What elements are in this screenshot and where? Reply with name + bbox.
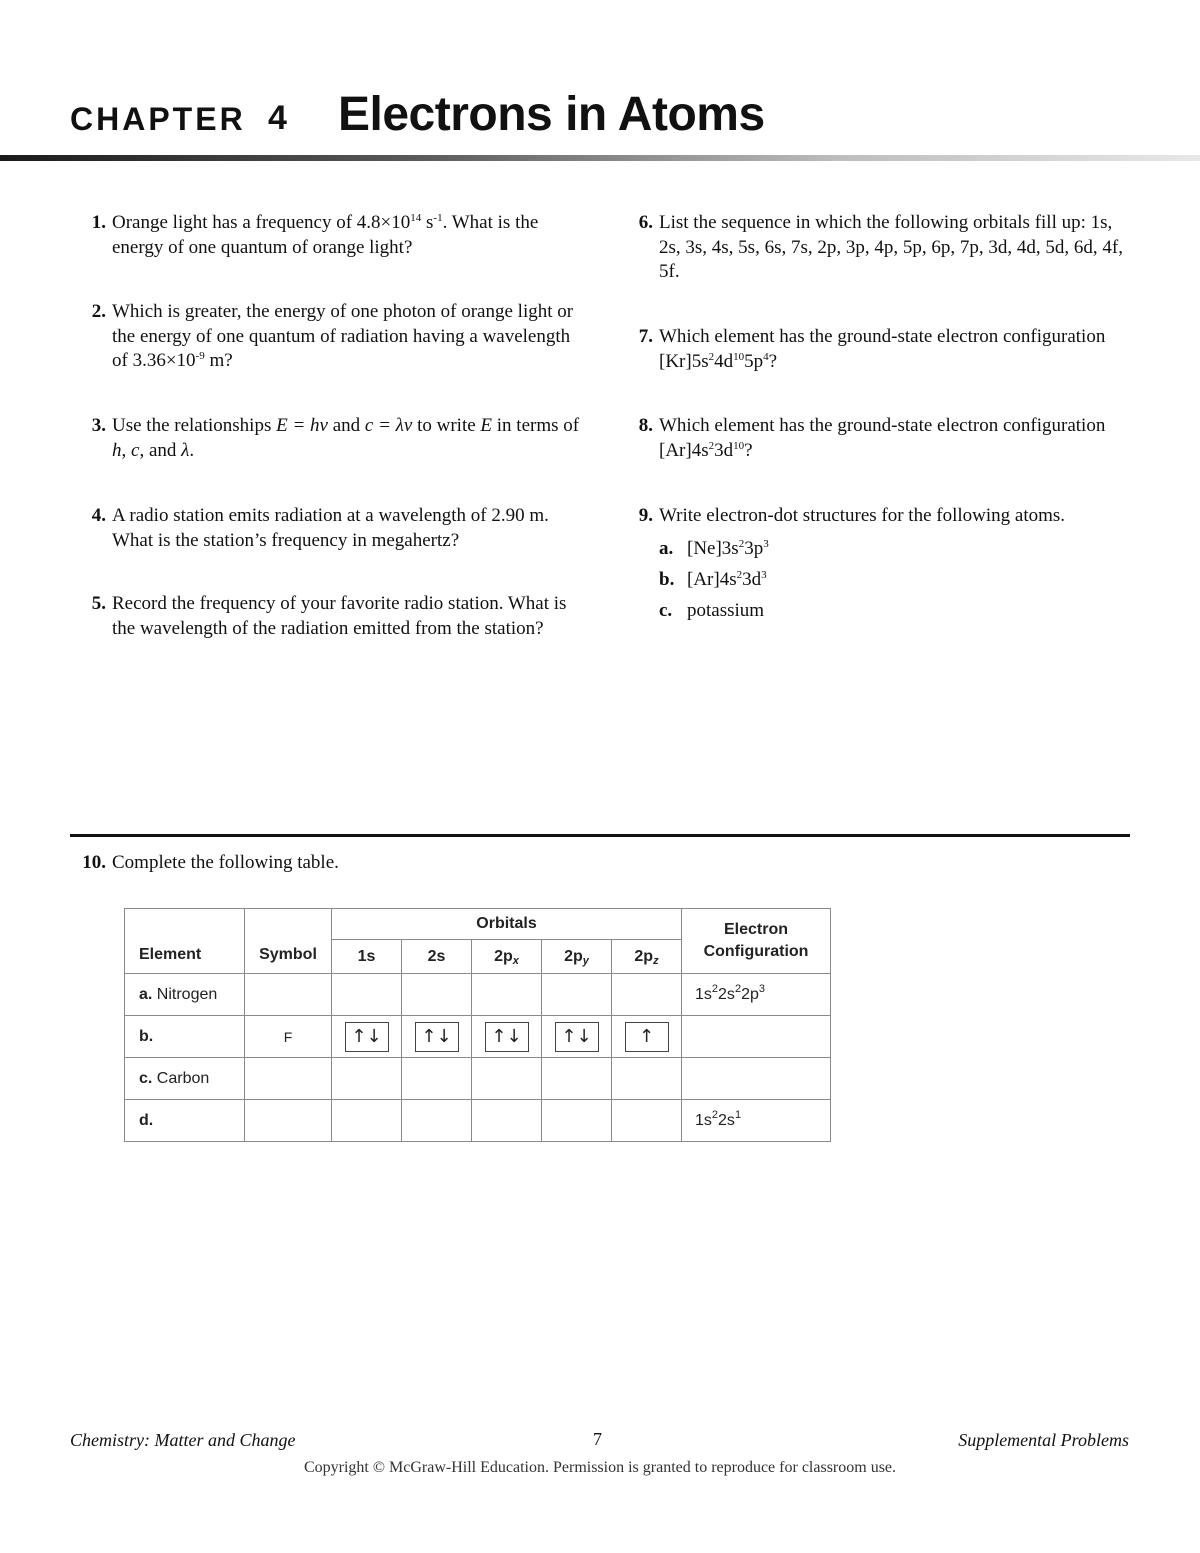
chapter-label: CHAPTER	[70, 101, 246, 137]
orbital-cell	[542, 1058, 612, 1100]
equation-energy: E = hν	[276, 415, 328, 436]
col-header-2pz: $2p_z$	[612, 940, 682, 974]
orbital-cell	[402, 1058, 472, 1100]
question-text: Which element has the ground-state electron configuration $[Kr]5s^24d^{10}5p^4$?	[659, 326, 1106, 372]
question-9	[617, 504, 1137, 626]
page-number: 7	[593, 1429, 602, 1449]
col-header-symbol: Symbol	[245, 909, 332, 974]
orbital-cell	[542, 1016, 612, 1058]
symbol-cell	[245, 1058, 332, 1100]
orbital-cell	[332, 1058, 402, 1100]
configuration-cell	[682, 1058, 831, 1100]
orbital-box: ↑↓	[415, 1022, 459, 1052]
element-cell: a. Nitrogen	[125, 974, 245, 1016]
orbital-cell	[472, 974, 542, 1016]
sub-question-a: a. $[Ne]3s^23p^3$	[659, 537, 769, 559]
question-number: 2.	[91, 301, 106, 322]
element-cell: b.	[125, 1016, 245, 1058]
orbital-cell	[612, 1100, 682, 1142]
table-row	[125, 1016, 831, 1058]
orbital-box: ↑↓	[485, 1022, 529, 1052]
table-row	[125, 1100, 831, 1142]
title-rule	[0, 155, 1200, 161]
orbital-cell	[332, 974, 402, 1016]
symbol-cell: F	[245, 1016, 332, 1058]
orbital-box: ↑↓	[345, 1022, 389, 1052]
orbital-box: ↑	[625, 1022, 669, 1052]
col-header-1s: 1s	[332, 940, 402, 974]
configuration-cell: $1s^22s^22p^3$	[682, 974, 831, 1016]
section-divider	[70, 834, 1130, 837]
orbital-box: ↑↓	[555, 1022, 599, 1052]
question-3	[70, 414, 590, 463]
question-7	[617, 325, 1132, 374]
table-row	[125, 974, 831, 1016]
question-10	[70, 851, 590, 876]
question-5	[70, 592, 590, 641]
col-header-element: Element	[125, 909, 245, 974]
question-text: Write electron-dot structures for the following atoms.	[659, 505, 1066, 526]
col-header-2py: $2p_y$	[542, 940, 612, 974]
orbital-cell	[332, 1016, 402, 1058]
equation-speed: c = λν	[364, 415, 413, 436]
question-text: Use the relationships E = hν and c = λν to write E in terms of h, c, and λ.	[112, 415, 580, 461]
question-1	[70, 211, 590, 260]
question-4	[70, 504, 590, 553]
question-number: 7.	[638, 326, 653, 347]
sub-question-list	[659, 533, 1137, 626]
question-number: 10.	[82, 852, 106, 873]
configuration-cell	[682, 1016, 831, 1058]
question-8	[617, 414, 1132, 463]
question-number: 3.	[91, 415, 106, 436]
orbital-table	[124, 908, 831, 1142]
orbital-cell	[472, 1016, 542, 1058]
question-text: Which is greater, the energy of one photon of orange light or the energy of one quantum of radiation having a wavelength of $3.36\times 10^{-9}$ m?	[112, 301, 574, 371]
question-text: Record the frequency of your favorite radio station. What is the wavelength of the radiation emitted from the station?	[112, 593, 567, 639]
orbital-cell	[612, 1058, 682, 1100]
question-text: Which element has the ground-state electron configuration $[Ar]4s^23d^{10}$?	[659, 415, 1106, 461]
orbital-cell	[472, 1100, 542, 1142]
col-header-2s: 2s	[402, 940, 472, 974]
question-text: Complete the following table.	[112, 852, 339, 873]
chapter-number: 4	[268, 99, 287, 137]
footer-book-title: Chemistry: Matter and Change	[70, 1430, 296, 1450]
orbital-cell	[542, 974, 612, 1016]
question-number: 9.	[638, 505, 653, 526]
element-cell: d.	[125, 1100, 245, 1142]
question-text: List the sequence in which the following orbitals fill up: 1s, 2s, 3s, 4s, 5s, 6s, 7s, 2p, 3p, 4p, 5p, 6p, 7p, 3d, 4d, 5d, 6d, 4f, 5f.	[659, 212, 1123, 282]
table-row	[125, 1058, 831, 1100]
question-6	[617, 211, 1132, 285]
element-cell: c. Carbon	[125, 1058, 245, 1100]
configuration-cell: $1s^22s^1$	[682, 1100, 831, 1142]
sub-question-c: c. potassium	[659, 599, 765, 621]
col-header-orbitals: Orbitals	[332, 909, 682, 940]
question-text: A radio station emits radiation at a wavelength of 2.90 m. What is the station’s frequency in megahertz?	[112, 505, 549, 551]
question-number: 1.	[91, 212, 106, 233]
orbital-cell	[332, 1100, 402, 1142]
question-number: 5.	[91, 593, 106, 614]
orbital-cell	[542, 1100, 612, 1142]
sub-question-b: b. $[Ar]4s^23d^3$	[659, 568, 767, 590]
col-header-configuration: Electron Configuration	[682, 909, 831, 974]
question-number: 4.	[91, 505, 106, 526]
orbital-cell	[472, 1058, 542, 1100]
col-header-2px: $2p_x$	[472, 940, 542, 974]
page-title: Electrons in Atoms	[338, 88, 765, 141]
footer-section: Supplemental Problems	[958, 1430, 1129, 1450]
question-text: Orange light has a frequency of $4.8\times 10^{14}$ $s^{-1}$. What is the energy of one quantum of orange light?	[112, 212, 539, 258]
orbital-cell	[612, 974, 682, 1016]
symbol-cell	[245, 974, 332, 1016]
question-2	[70, 300, 590, 374]
orbital-cell	[402, 1016, 472, 1058]
copyright-notice: Copyright © McGraw-Hill Education. Permission is granted to reproduce for classroom use.	[303, 1459, 897, 1476]
orbital-cell	[402, 1100, 472, 1142]
question-number: 6.	[638, 212, 653, 233]
orbital-cell	[612, 1016, 682, 1058]
symbol-cell	[245, 1100, 332, 1142]
question-number: 8.	[638, 415, 653, 436]
table-header-row	[125, 909, 831, 940]
orbital-cell	[402, 974, 472, 1016]
